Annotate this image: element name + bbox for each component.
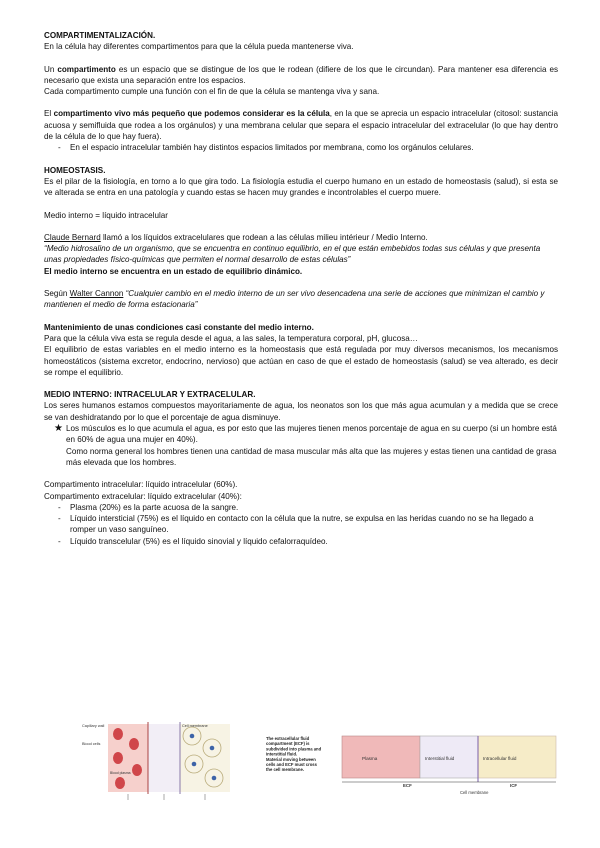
paragraph: El equilibrio de estas variables en el medio interno es la homeostasis que está regulada por muy diversos mecanismos, los mecanismos homeostáticos (sistema excretor, endocrino, nervioso) que actúan en caso de que el estado de homeostasis (salud) se vea alterado, es decir se rompe el equilibrio. xyxy=(44,345,558,377)
list-item: - Líquido transcelular (5%) es el líquido sinovial y líquido cefalorraquídeo. xyxy=(58,536,328,546)
plasma-label: Plasma xyxy=(362,756,378,761)
paragraph: Claude Bernard llamó a los líquidos extracelulares que rodean a las células milieu intérieur / Medio Interno. xyxy=(44,232,428,242)
paragraph: Es el pilar de la fisiología, en torno a lo que gira todo. La fisiología estudia el cuerpo humano en un estado de homeostasis (salud), si esta se ve alterada se entra en una patología y cuando estas se hacen muy grandes e incontrolables el cuerpo muere. xyxy=(44,176,558,198)
blood-plasma-label: Blood plasma xyxy=(110,771,131,775)
capillary-wall-label: Capillary wall xyxy=(82,724,105,728)
section-title: COMPARTIMENTALIZACIÓN. xyxy=(44,31,156,40)
author-name: Walter Cannon xyxy=(69,289,124,299)
paragraph: Como norma general los hombres tienen una cantidad de masa muscular más alta que las mujeres y estas tienen una cantidad de grasa más elevada que los hombres. xyxy=(66,446,557,467)
paragraph: Compartimento extracelular: líquido extracelular (40%): xyxy=(44,491,242,501)
cell-membrane-label: Cell membrane xyxy=(182,724,208,728)
paragraph: Según Walter Cannon “Cualquier cambio en el medio interno de un ser vivo desencadena una serie de acciones que minimizan el cambio y mantienen el medio de forma estacionaria” xyxy=(44,289,545,310)
figure-caption: The extracellular fluid compartment (ECF) is subdivided into plasma and interstitial fluid. Material moving between cells and ECF must cross the cell membrane. xyxy=(266,736,322,773)
capillary-figure xyxy=(82,722,230,800)
paragraph: Medio interno = líquido intracelular xyxy=(44,210,168,220)
paragraph: El compartimento vivo más pequeño que podemos considerar es la célula, en la que se aprecia un espacio intracelular (citosol: sustancia acuosa y semifluida que rodea a los orgánulos) y una membrana celular que separa el espacio intracelular del extracelular (lo que hay dentro de la célula de lo que hay fuera). xyxy=(44,109,558,142)
paragraph: Un compartimento es un espacio que se distingue de los que le rodean (difiere de los que le circundan). Para mantener esa diferencia es necesario que exista una separación entre los espacios. xyxy=(44,64,558,85)
star-icon: ★ xyxy=(54,423,63,435)
list-item: ★ Los músculos es lo que acumula el agua, es por esto que las mujeres tienen menos porcentaje de agua en su cuerpo (si un hombre está en 60% de agua una mujer en 40%). xyxy=(44,423,558,446)
list-item: - Plasma (20%) es la parte acuosa de la sangre. xyxy=(58,502,239,512)
paragraph: Los seres humanos estamos compuestos mayoritariamente de agua, los neonatos son los que más agua acumulan y a medida que se crece se van deshidratando por lo que el porcentaje de agua disminuye. xyxy=(44,401,558,422)
figures xyxy=(80,718,570,814)
ecf-caption xyxy=(266,736,322,772)
ecf-label: ECF xyxy=(403,783,412,788)
author-name: Claude Bernard xyxy=(44,232,101,242)
list-item: - Líquido intersticial (75%) es el líquido en contacto con la célula que la nutre, se expulsa en las heridas cuando no se ha llegado a romper un vaso sanguíneo. xyxy=(58,514,534,535)
list-item: - En el espacio intracelular también hay distintos espacios limitados por membrana, como los orgánulos celulares. xyxy=(58,143,474,153)
cell-membrane-label: Cell membrane xyxy=(460,790,489,795)
paragraph: Compartimento intracelular: líquido intracelular (60%). xyxy=(44,480,238,490)
section-title: HOMEOSTASIS. xyxy=(44,165,106,175)
document-body xyxy=(44,30,558,547)
subsection-title: Mantenimiento de unas condiciones casi constante del medio interno. xyxy=(44,322,314,332)
paragraph: Para que la célula viva esta se regula desde el agua, a las sales, la temperatura corporal, pH, glucosa… xyxy=(44,333,418,343)
intracellular-label: Intracellular fluid xyxy=(483,756,517,761)
section-title: MEDIO INTERNO: INTRACELULAR Y EXTRACELULAR. xyxy=(44,390,256,400)
paragraph: En la célula hay diferentes compartimentos para que la célula pueda mantenerse viva. xyxy=(44,42,354,52)
icf-label: ICF xyxy=(510,783,518,788)
interstitial-label: Interstitial fluid xyxy=(425,756,455,761)
compartment-figure xyxy=(342,736,556,795)
paragraph: Cada compartimento cumple una función con el fin de que la célula se mantenga viva y sana. xyxy=(44,87,380,97)
quote: “Medio hidrosalino de un organismo, que se encuentra en continuo equilibrio, en el que están embebidos todas sus células y que presenta unas propiedades físico-químicas que permiten el normal desarrollo de estas células” xyxy=(44,244,541,265)
paragraph: El medio interno se encuentra en un estado de equilibrio dinámico. xyxy=(44,266,303,276)
blood-cells-label: Blood cells xyxy=(82,742,101,746)
